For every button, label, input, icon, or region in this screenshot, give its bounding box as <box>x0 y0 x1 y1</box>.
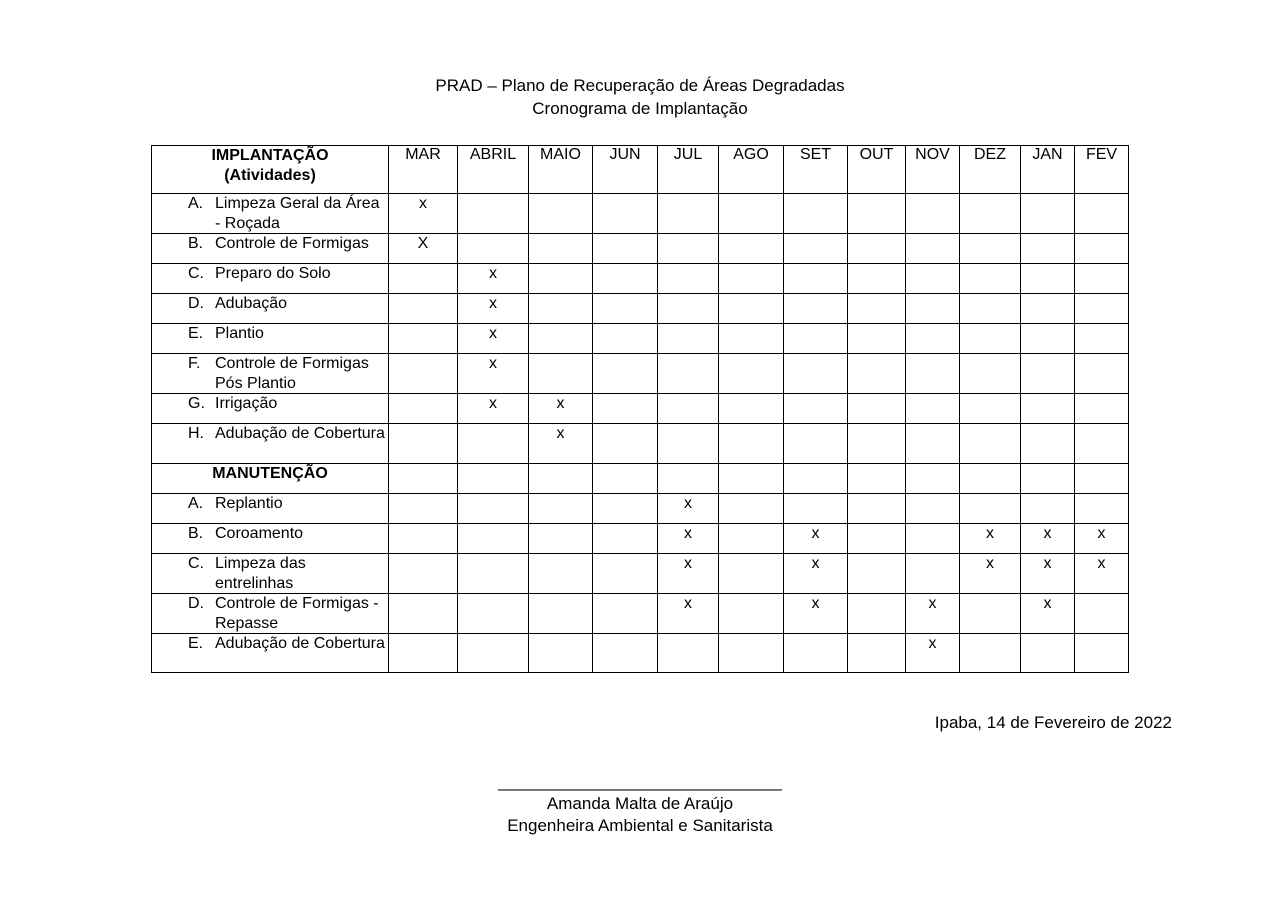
activity-letter: G. <box>188 395 205 412</box>
schedule-mark <box>389 264 458 294</box>
activity-letter: E. <box>188 325 204 342</box>
schedule-mark: x <box>1021 554 1075 594</box>
activity-letter: F. <box>188 355 201 372</box>
schedule-mark <box>529 194 593 234</box>
schedule-mark: x <box>529 394 593 424</box>
schedule-mark: x <box>960 554 1021 594</box>
schedule-mark <box>906 424 960 464</box>
schedule-mark <box>848 394 906 424</box>
schedule-mark: x <box>960 524 1021 554</box>
schedule-mark <box>658 194 719 234</box>
schedule-mark <box>784 294 848 324</box>
schedule-mark <box>784 194 848 234</box>
schedule-mark <box>906 394 960 424</box>
activity-letter: B. <box>188 235 204 252</box>
schedule-mark <box>906 354 960 394</box>
schedule-mark <box>960 194 1021 234</box>
schedule-mark <box>1075 494 1129 524</box>
schedule-mark <box>960 594 1021 634</box>
schedule-mark <box>389 524 458 554</box>
activity-cell <box>152 354 389 394</box>
schedule-mark <box>784 324 848 354</box>
schedule-mark <box>1075 424 1129 464</box>
schedule-mark <box>458 554 529 594</box>
schedule-mark <box>1075 354 1129 394</box>
activity-cell <box>152 264 389 294</box>
activity-name: Limpeza Geral da Área - Roçada <box>215 195 380 232</box>
section-row <box>152 464 1129 494</box>
schedule-mark <box>389 424 458 464</box>
schedule-mark <box>848 494 906 524</box>
schedule-mark: x <box>658 524 719 554</box>
empty-cell <box>784 464 848 494</box>
schedule-mark <box>960 264 1021 294</box>
schedule-mark: x <box>1021 594 1075 634</box>
schedule-mark <box>389 394 458 424</box>
empty-cell <box>529 464 593 494</box>
schedule-mark <box>658 294 719 324</box>
activity-letter: C. <box>188 555 204 572</box>
schedule-mark <box>784 394 848 424</box>
schedule-mark <box>658 264 719 294</box>
month-header: ABRIL <box>458 146 529 194</box>
schedule-mark <box>848 634 906 673</box>
empty-cell <box>960 464 1021 494</box>
schedule-mark <box>960 424 1021 464</box>
schedule-mark <box>848 424 906 464</box>
schedule-mark <box>529 494 593 524</box>
activity-cell <box>152 494 389 524</box>
table-row <box>152 524 1129 554</box>
schedule-mark <box>848 554 906 594</box>
schedule-mark <box>719 354 784 394</box>
table-row <box>152 324 1129 354</box>
activity-name: Controle de Formigas Pós Plantio <box>215 355 369 392</box>
schedule-mark <box>719 264 784 294</box>
schedule-mark <box>848 524 906 554</box>
month-header: MAR <box>389 146 458 194</box>
table-row <box>152 424 1129 464</box>
schedule-mark <box>719 394 784 424</box>
schedule-mark <box>906 234 960 264</box>
schedule-mark <box>848 234 906 264</box>
schedule-mark <box>1021 354 1075 394</box>
activity-name: Irrigação <box>215 395 278 412</box>
schedule-mark <box>848 264 906 294</box>
activity-cell <box>152 194 389 234</box>
schedule-mark <box>960 494 1021 524</box>
schedule-mark <box>389 494 458 524</box>
activity-name: Controle de Formigas <box>215 235 369 252</box>
activity-cell <box>152 524 389 554</box>
schedule-mark <box>458 424 529 464</box>
month-header: JAN <box>1021 146 1075 194</box>
schedule-mark <box>458 494 529 524</box>
signer-name: Amanda Malta de Araújo <box>546 794 734 813</box>
header-atividades: (Atividades) <box>224 167 316 184</box>
schedule-mark <box>719 554 784 594</box>
schedule-mark <box>848 294 906 324</box>
schedule-mark <box>389 354 458 394</box>
activity-letter: D. <box>188 295 204 312</box>
schedule-mark <box>784 634 848 673</box>
activity-cell <box>152 554 389 594</box>
schedule-mark <box>593 494 658 524</box>
schedule-mark: x <box>906 594 960 634</box>
schedule-mark: x <box>784 594 848 634</box>
schedule-mark <box>593 394 658 424</box>
place-date: Ipaba, 14 de Fevereiro de 2022 <box>934 713 1172 732</box>
schedule-mark <box>719 424 784 464</box>
schedule-mark <box>529 554 593 594</box>
schedule-mark <box>593 634 658 673</box>
header-implantacao: IMPLANTAÇÃO <box>211 147 329 164</box>
schedule-mark <box>389 554 458 594</box>
table-row <box>152 294 1129 324</box>
table-row <box>152 554 1129 594</box>
schedule-mark: x <box>458 394 529 424</box>
month-header: JUN <box>593 146 658 194</box>
schedule-mark: x <box>458 354 529 394</box>
schedule-mark <box>389 634 458 673</box>
schedule-mark <box>848 194 906 234</box>
schedule-mark <box>593 234 658 264</box>
schedule-mark <box>906 294 960 324</box>
schedule-mark: x <box>458 294 529 324</box>
schedule-mark <box>848 354 906 394</box>
month-header: SET <box>784 146 848 194</box>
schedule-mark <box>458 634 529 673</box>
schedule-mark <box>458 524 529 554</box>
schedule-mark <box>1021 494 1075 524</box>
schedule-mark <box>593 264 658 294</box>
section-label: MANUTENÇÃO <box>152 464 389 494</box>
schedule-mark <box>658 234 719 264</box>
schedule-mark <box>529 324 593 354</box>
schedule-mark <box>1075 394 1129 424</box>
schedule-mark <box>719 324 784 354</box>
empty-cell <box>458 464 529 494</box>
schedule-mark <box>529 594 593 634</box>
schedule-mark <box>593 594 658 634</box>
activity-letter: D. <box>188 595 204 612</box>
schedule-mark <box>529 634 593 673</box>
schedule-mark <box>784 264 848 294</box>
schedule-mark <box>960 354 1021 394</box>
schedule-mark <box>1075 234 1129 264</box>
schedule-mark <box>719 634 784 673</box>
schedule-mark <box>784 354 848 394</box>
schedule-mark <box>1075 264 1129 294</box>
schedule-mark <box>906 264 960 294</box>
month-header: AGO <box>719 146 784 194</box>
schedule-mark: x <box>784 524 848 554</box>
schedule-mark <box>593 194 658 234</box>
schedule-mark <box>658 634 719 673</box>
activity-name: Adubação <box>215 295 288 312</box>
month-header: DEZ <box>960 146 1021 194</box>
activity-name: Replantio <box>215 495 283 512</box>
activity-letter: B. <box>188 525 204 542</box>
schedule-mark <box>593 324 658 354</box>
activity-cell <box>152 424 389 464</box>
activity-letter: H. <box>188 425 204 442</box>
schedule-mark <box>529 524 593 554</box>
schedule-mark <box>784 424 848 464</box>
activity-name: Controle de Formigas - Repasse <box>215 595 379 632</box>
empty-cell <box>848 464 906 494</box>
schedule-mark <box>1075 634 1129 673</box>
activity-cell <box>152 594 389 634</box>
schedule-mark: x <box>1075 524 1129 554</box>
activity-cell <box>152 234 389 264</box>
schedule-mark <box>960 394 1021 424</box>
schedule-mark <box>1021 234 1075 264</box>
table-row <box>152 234 1129 264</box>
schedule-mark <box>593 524 658 554</box>
empty-cell <box>906 464 960 494</box>
schedule-mark <box>1021 394 1075 424</box>
schedule-mark <box>529 354 593 394</box>
empty-cell <box>719 464 784 494</box>
schedule-mark <box>1021 194 1075 234</box>
schedule-mark <box>593 424 658 464</box>
schedule-mark <box>593 354 658 394</box>
schedule-mark: x <box>529 424 593 464</box>
empty-cell <box>593 464 658 494</box>
table-row <box>152 194 1129 234</box>
schedule-mark <box>593 294 658 324</box>
activity-name: Plantio <box>215 325 264 342</box>
month-header: OUT <box>848 146 906 194</box>
schedule-mark <box>658 354 719 394</box>
schedule-mark <box>906 524 960 554</box>
schedule-mark <box>719 494 784 524</box>
schedule-mark: x <box>658 554 719 594</box>
schedule-mark <box>1021 294 1075 324</box>
activity-name: Adubação de Cobertura <box>215 425 385 442</box>
activity-name: Coroamento <box>215 525 304 542</box>
schedule-mark <box>848 324 906 354</box>
schedule-mark <box>389 294 458 324</box>
schedule-mark <box>848 594 906 634</box>
schedule-mark <box>658 424 719 464</box>
schedule-mark <box>1075 194 1129 234</box>
activity-cell <box>152 394 389 424</box>
schedule-mark: x <box>458 324 529 354</box>
schedule-mark: x <box>658 494 719 524</box>
schedule-mark <box>960 634 1021 673</box>
schedule-mark <box>458 234 529 264</box>
schedule-mark <box>1021 634 1075 673</box>
schedule-mark <box>529 264 593 294</box>
schedule-mark <box>1021 324 1075 354</box>
table-header-row <box>152 146 1129 194</box>
schedule-mark <box>458 194 529 234</box>
schedule-mark <box>719 194 784 234</box>
schedule-mark <box>960 234 1021 264</box>
activity-letter: A. <box>188 195 204 212</box>
empty-cell <box>1075 464 1129 494</box>
schedule-mark <box>1075 594 1129 634</box>
table-row <box>152 594 1129 634</box>
signer-role: Engenheira Ambiental e Sanitarista <box>507 816 773 835</box>
signature-line: ______________________________ <box>498 772 782 791</box>
schedule-mark <box>719 294 784 324</box>
schedule-mark <box>719 594 784 634</box>
activity-name: Limpeza das entrelinhas <box>215 555 306 592</box>
month-header: NOV <box>906 146 960 194</box>
schedule-mark: x <box>784 554 848 594</box>
schedule-mark <box>960 324 1021 354</box>
schedule-mark <box>389 594 458 634</box>
schedule-mark: x <box>458 264 529 294</box>
schedule-mark <box>458 594 529 634</box>
activity-letter: C. <box>188 265 204 282</box>
schedule-mark <box>1021 424 1075 464</box>
schedule-mark <box>658 324 719 354</box>
table-row <box>152 354 1129 394</box>
document-subtitle: Cronograma de Implantação <box>532 99 748 118</box>
activity-letter: E. <box>188 635 204 652</box>
empty-cell <box>658 464 719 494</box>
schedule-mark <box>1075 324 1129 354</box>
table-row <box>152 394 1129 424</box>
schedule-mark <box>960 294 1021 324</box>
table-row <box>152 494 1129 524</box>
schedule-mark: X <box>389 234 458 264</box>
schedule-mark: x <box>1075 554 1129 594</box>
schedule-mark <box>719 234 784 264</box>
schedule-mark: x <box>906 634 960 673</box>
schedule-mark <box>906 554 960 594</box>
schedule-mark: x <box>1021 524 1075 554</box>
schedule-mark <box>658 394 719 424</box>
schedule-mark <box>784 234 848 264</box>
schedule-mark <box>1021 264 1075 294</box>
schedule-mark <box>784 494 848 524</box>
activity-name: Adubação de Cobertura <box>215 635 385 652</box>
activity-name: Preparo do Solo <box>215 265 331 282</box>
schedule-mark: x <box>658 594 719 634</box>
schedule-mark <box>1075 294 1129 324</box>
schedule-mark: x <box>389 194 458 234</box>
schedule-mark <box>906 324 960 354</box>
schedule-mark <box>593 554 658 594</box>
month-header: FEV <box>1075 146 1129 194</box>
schedule-mark <box>906 494 960 524</box>
empty-cell <box>389 464 458 494</box>
activity-cell <box>152 294 389 324</box>
schedule-mark <box>529 294 593 324</box>
table-row <box>152 634 1129 673</box>
activity-cell <box>152 634 389 673</box>
month-header: MAIO <box>529 146 593 194</box>
schedule-mark <box>389 324 458 354</box>
table-row <box>152 264 1129 294</box>
empty-cell <box>1021 464 1075 494</box>
activity-letter: A. <box>188 495 204 512</box>
document-title: PRAD – Plano de Recuperação de Áreas Degradadas <box>435 76 845 95</box>
schedule-mark <box>906 194 960 234</box>
month-header: JUL <box>658 146 719 194</box>
schedule-mark <box>529 234 593 264</box>
schedule-mark <box>719 524 784 554</box>
activities-header <box>152 146 389 194</box>
schedule-table <box>151 145 1129 673</box>
activity-cell <box>152 324 389 354</box>
